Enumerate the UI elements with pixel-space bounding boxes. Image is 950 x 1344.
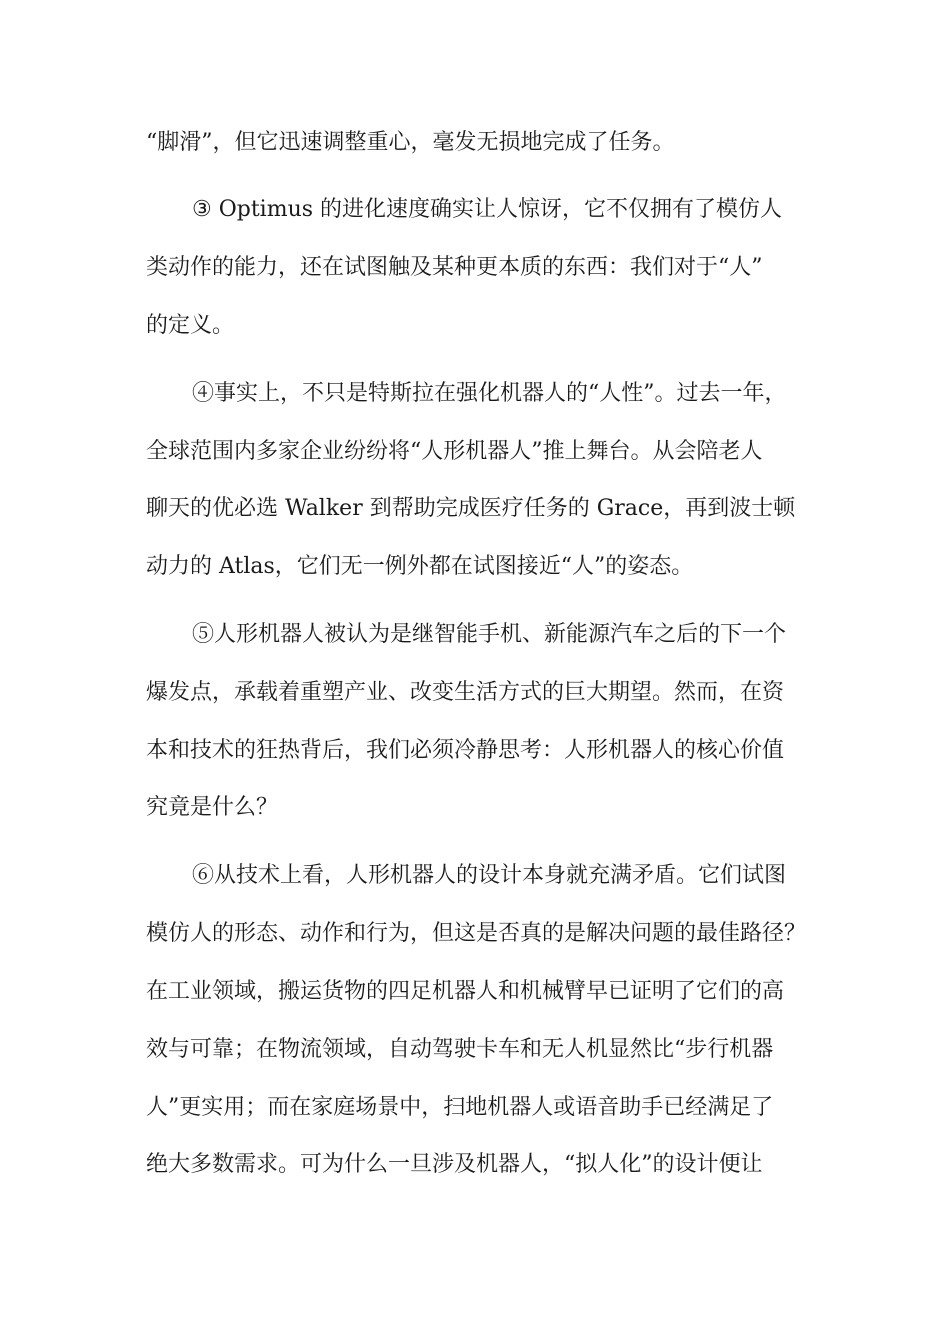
text-line: 究竟是什么？ xyxy=(146,795,279,820)
paragraph-5-line: ⑤人形机器人被认为是继智能手机、新能源汽车之后的下一个 xyxy=(192,622,787,647)
text-line: 模仿人的形态、动作和行为，但这是否真的是解决问题的最佳路径？ xyxy=(146,921,807,946)
text-line: 效与可靠；在物流领域，自动驾驶卡车和无人机显然比“步行机器 xyxy=(146,1037,774,1062)
text-line: 动力的 Atlas，它们无一例外都在试图接近“人”的姿态。 xyxy=(146,554,694,579)
text-line: 爆发点，承载着重塑产业、改变生活方式的巨大期望。然而，在资 xyxy=(146,680,785,705)
text-line: 全球范围内多家企业纷纷将“人形机器人”推上舞台。从会陪老人 xyxy=(146,439,763,464)
text-line: 在工业领域，搬运货物的四足机器人和机械臂早已证明了它们的高 xyxy=(146,979,785,1004)
text-line: 的定义。 xyxy=(146,313,235,338)
paragraph-4-line: ④事实上，不只是特斯拉在强化机器人的“人性”。过去一年， xyxy=(192,381,787,406)
text-line: 聊天的优必选 Walker 到帮助完成医疗任务的 Grace，再到波士顿 xyxy=(146,496,796,521)
paragraph-3-line: ③ Optimus 的进化速度确实让人惊讶，它不仅拥有了模仿人 xyxy=(192,197,783,222)
text-line: 绝大多数需求。可为什么一旦涉及机器人，“拟人化”的设计便让 xyxy=(146,1152,763,1177)
text-line: 人”更实用；而在家庭场景中，扫地机器人或语音助手已经满足了 xyxy=(146,1095,774,1120)
paragraph-6-line: ⑥从技术上看，人形机器人的设计本身就充满矛盾。它们试图 xyxy=(192,863,787,888)
text-line: “脚滑”，但它迅速调整重心，毫发无损地完成了任务。 xyxy=(146,130,675,155)
text-line: 本和技术的狂热背后，我们必须冷静思考：人形机器人的核心价值 xyxy=(146,738,785,763)
text-line: 类动作的能力，还在试图触及某种更本质的东西：我们对于“人” xyxy=(146,255,763,280)
